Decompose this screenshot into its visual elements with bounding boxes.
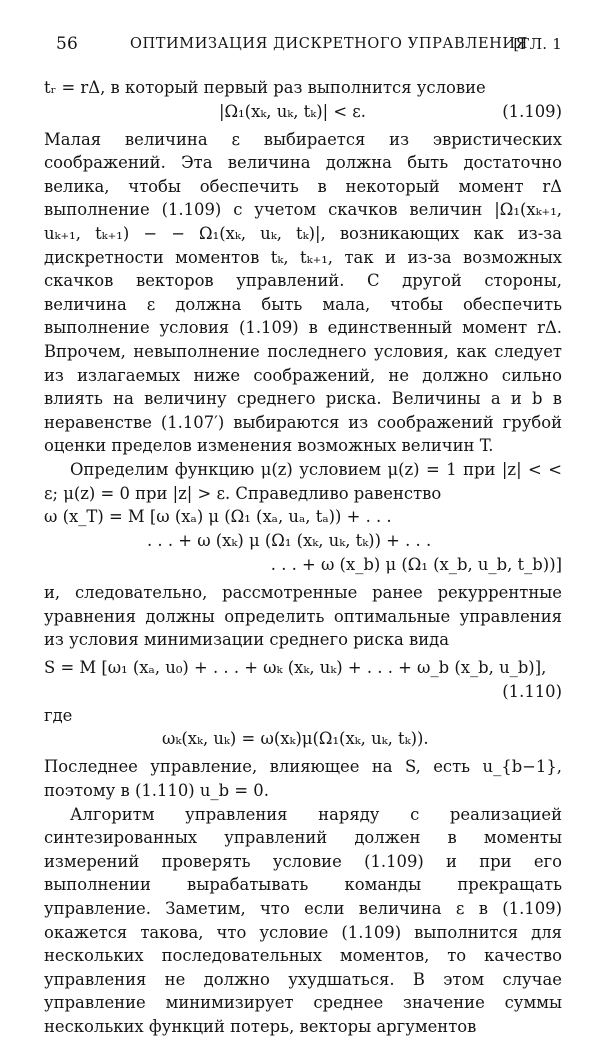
running-title: ОПТИМИЗАЦИЯ ДИСКРЕТНОГО УПРАВЛЕНИЯ	[130, 36, 528, 52]
paragraph-epsilon-choice: Малая величина ε выбирается из эвристических соображений. Эта величина должна быть достаточно велика, чтобы обеспечить в некоторый момент rΔ выполнение (1.109) с учетом скачков величин |Ω₁(xₖ₊₁, uₖ₊₁, tₖ₊₁) − − Ω₁(xₖ, uₖ, tₖ)|, возникающих как из-за дискретности моментов tₖ, tₖ₊₁, так и из-за возможных скачков векторов управлений. С другой стороны, величина ε должна быть мала, чтобы обеспечить выполнение условия (1.109) в единственный момент rΔ. Впрочем, невыполнение последнего условия, как следует из излагаемых ниже соображений, не должно сильно влиять на величину среднего риска. Величины a и b в неравенстве (1.107′) выбираются из соображений грубой оценки пределов изменения возможных величин T.	[44, 129, 562, 456]
equation-omega-line-1	[44, 505, 562, 529]
paragraph-recurrent-equations: и, следовательно, рассмотренные ранее рекуррентные уравнения должны определить оптимальные управления из условия минимизации среднего риска вида	[44, 583, 562, 650]
equation-1-110-number-line	[44, 680, 562, 704]
equation-expression: S = M [ω₁ (xₐ, u₀) + . . . + ωₖ (xₖ, uₖ) + . . . + ω_b (x_b, u_b)],	[44, 657, 547, 677]
equation-1-110	[44, 656, 562, 680]
equation-expression: |Ω₁(xₖ, uₖ, tₖ)| < ε.	[219, 101, 367, 121]
paragraph-last-control: Последнее управление, влияющее на S, есть u_{b−1}, поэтому в (1.110) u_b = 0.	[44, 757, 562, 801]
page-body	[44, 76, 562, 1039]
equation-number: (1.110)	[502, 681, 562, 701]
equation-number: (1.109)	[502, 101, 562, 121]
equation-omega-k	[44, 727, 562, 751]
equation-omega-line-2	[44, 529, 562, 553]
running-header	[44, 34, 562, 64]
paragraph-mu-definition: Определим функцию μ(z) условием μ(z) = 1 при |z| < < ε; μ(z) = 0 при |z| > ε. Справедливо равенство	[44, 459, 562, 503]
page-number: 56	[56, 34, 79, 54]
intro-line: tᵣ = rΔ, в который первый раз выполнится условие	[44, 78, 486, 97]
paragraph-control-algorithm: Алгоритм управления наряду с реализацией синтезированных управлений должен в моменты измерений проверять условие (1.109) и при его выполнении вырабатывать команды прекращать управление. Заметим, что если величина ε в (1.109) окажется такова, что условие (1.109) выполнится для нескольких последовательных моментов, то качество управления не должно ухудшаться. В этом случае управление минимизирует среднее значение суммы нескольких функций потерь, векторы аргументов	[44, 804, 562, 1036]
equation-expression: . . . + ω (x_b) μ (Ω₁ (x_b, u_b, t_b))]	[270, 555, 562, 575]
equation-expression: ω (x_T) = M [ω (xₐ) μ (Ω₁ (xₐ, uₐ, tₐ)) + . . .	[44, 507, 392, 527]
equation-1-109	[44, 100, 562, 124]
equation-expression: . . . + ω (xₖ) μ (Ω₁ (xₖ, uₖ, tₖ)) + . . .	[147, 531, 432, 551]
equation-omega-line-3	[44, 553, 562, 577]
chapter-marker: [ГЛ. 1	[513, 35, 562, 53]
equation-expression: ωₖ(xₖ, uₖ) = ω(xₖ)μ(Ω₁(xₖ, uₖ, tₖ)).	[162, 729, 429, 749]
where-word: где	[44, 705, 73, 725]
